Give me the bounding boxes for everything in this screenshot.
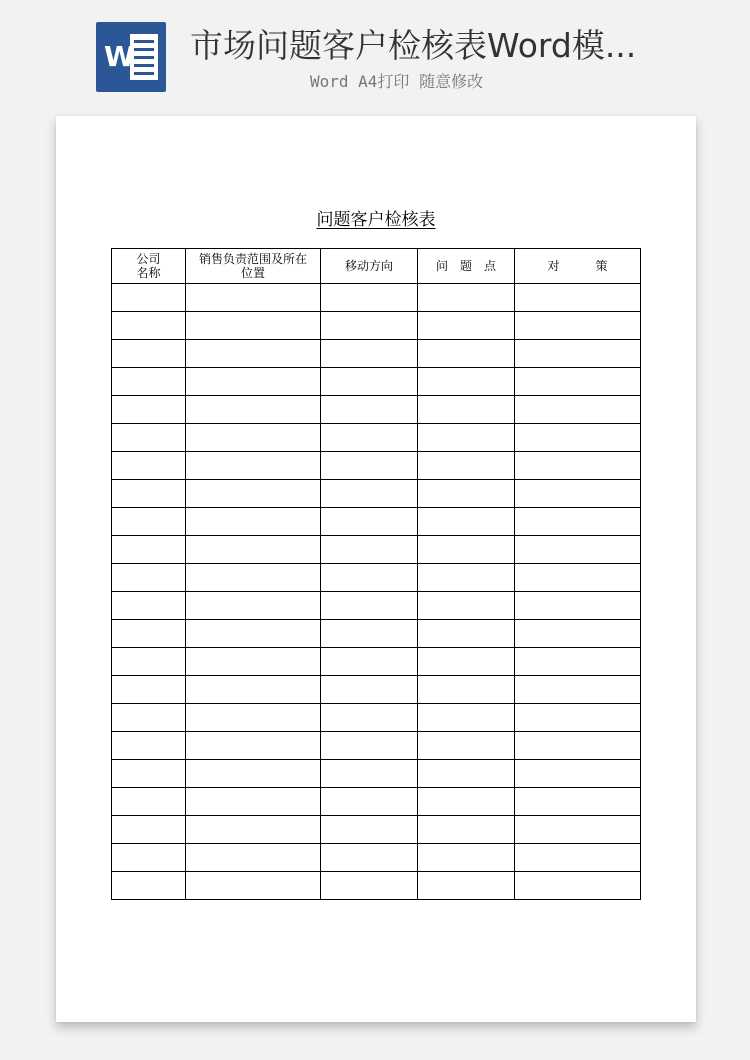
table-cell <box>418 340 515 368</box>
table-cell <box>321 592 418 620</box>
table-cell <box>112 844 186 872</box>
document-title <box>56 208 696 232</box>
table-cell <box>418 704 515 732</box>
table-cell <box>112 564 186 592</box>
table-row <box>112 648 641 676</box>
table-cell <box>186 368 321 396</box>
table-row <box>112 396 641 424</box>
table-cell <box>418 732 515 760</box>
table-row <box>112 788 641 816</box>
table-cell <box>321 396 418 424</box>
column-header: 销售负责范围及所在 位置 <box>186 249 321 284</box>
table-row <box>112 816 641 844</box>
document-page <box>56 116 696 1022</box>
table-cell <box>112 536 186 564</box>
table-cell <box>515 312 641 340</box>
table-cell <box>186 816 321 844</box>
table-cell <box>321 284 418 312</box>
table-cell <box>186 620 321 648</box>
table-cell <box>515 788 641 816</box>
table-cell <box>515 480 641 508</box>
table-row <box>112 312 641 340</box>
table-row <box>112 676 641 704</box>
table-cell <box>186 452 321 480</box>
table-cell <box>112 620 186 648</box>
table-cell <box>515 676 641 704</box>
table-cell <box>321 368 418 396</box>
table-cell <box>418 564 515 592</box>
table-cell <box>186 788 321 816</box>
table-row <box>112 732 641 760</box>
table-cell <box>321 564 418 592</box>
table-cell <box>112 788 186 816</box>
table-cell <box>515 284 641 312</box>
table-cell <box>321 788 418 816</box>
table-cell <box>186 340 321 368</box>
column-header: 公司 名称 <box>112 249 186 284</box>
table-cell <box>515 620 641 648</box>
table-cell <box>186 704 321 732</box>
word-icon-letter: W <box>104 40 135 73</box>
table-cell <box>112 368 186 396</box>
table-cell <box>418 760 515 788</box>
column-header: 问 题 点 <box>418 249 515 284</box>
table-cell <box>418 284 515 312</box>
table-cell <box>112 480 186 508</box>
table-cell <box>418 648 515 676</box>
table-cell <box>515 452 641 480</box>
table-cell <box>418 620 515 648</box>
table-row <box>112 760 641 788</box>
template-subtitle: Word A4打印 随意修改 <box>310 72 484 91</box>
document-title-text: 问题客户检核表 <box>316 210 436 230</box>
column-header: 对 策 <box>515 249 641 284</box>
table-cell <box>515 732 641 760</box>
table-cell <box>321 452 418 480</box>
table-cell <box>186 480 321 508</box>
table-cell <box>515 340 641 368</box>
table-cell <box>112 312 186 340</box>
table-cell <box>186 732 321 760</box>
table-cell <box>112 424 186 452</box>
table-row <box>112 508 641 536</box>
table-row <box>112 480 641 508</box>
table-cell <box>186 508 321 536</box>
table-cell <box>418 508 515 536</box>
table-cell <box>321 844 418 872</box>
table-cell <box>515 424 641 452</box>
table-cell <box>112 816 186 844</box>
table-cell <box>515 844 641 872</box>
table-row <box>112 536 641 564</box>
table-cell <box>321 732 418 760</box>
table-cell <box>186 648 321 676</box>
table-cell <box>112 732 186 760</box>
table-cell <box>186 284 321 312</box>
page-header <box>0 0 750 110</box>
table-cell <box>112 452 186 480</box>
table-cell <box>515 536 641 564</box>
table-cell <box>515 564 641 592</box>
table-cell <box>321 340 418 368</box>
table-row <box>112 844 641 872</box>
table-cell <box>321 760 418 788</box>
table-cell <box>321 872 418 900</box>
table-cell <box>321 704 418 732</box>
table-cell <box>321 424 418 452</box>
table-cell <box>112 648 186 676</box>
table-cell <box>418 592 515 620</box>
table-cell <box>321 816 418 844</box>
table-cell <box>321 508 418 536</box>
table-cell <box>186 592 321 620</box>
column-header: 移动方向 <box>321 249 418 284</box>
table-cell <box>112 760 186 788</box>
table-cell <box>515 872 641 900</box>
table-cell <box>418 480 515 508</box>
table-cell <box>112 704 186 732</box>
table-cell <box>418 396 515 424</box>
word-icon <box>96 22 166 92</box>
table-cell <box>186 676 321 704</box>
table-cell <box>112 592 186 620</box>
table-cell <box>186 844 321 872</box>
table-cell <box>186 424 321 452</box>
table-cell <box>321 312 418 340</box>
table-cell <box>515 508 641 536</box>
table-cell <box>418 368 515 396</box>
table-cell <box>112 872 186 900</box>
table-row <box>112 452 641 480</box>
table-cell <box>112 508 186 536</box>
table-cell <box>515 396 641 424</box>
table-cell <box>418 312 515 340</box>
table-body <box>112 284 641 900</box>
table-cell <box>418 844 515 872</box>
table-cell <box>515 704 641 732</box>
table-cell <box>321 648 418 676</box>
table-row <box>112 592 641 620</box>
table-cell <box>112 284 186 312</box>
table-cell <box>321 620 418 648</box>
table-cell <box>515 760 641 788</box>
table-cell <box>418 816 515 844</box>
table-cell <box>186 564 321 592</box>
table-cell <box>515 368 641 396</box>
table-cell <box>418 424 515 452</box>
table-cell <box>186 312 321 340</box>
table-cell <box>418 536 515 564</box>
table-cell <box>321 536 418 564</box>
table-row <box>112 424 641 452</box>
table-cell <box>186 536 321 564</box>
table-row <box>112 340 641 368</box>
table-cell <box>186 760 321 788</box>
table-cell <box>515 816 641 844</box>
table-cell <box>418 872 515 900</box>
table-cell <box>321 676 418 704</box>
template-title: 市场问题客户检核表Word模... <box>190 26 637 65</box>
table-row <box>112 564 641 592</box>
table-header-row <box>112 249 641 284</box>
table-cell <box>515 592 641 620</box>
table-row <box>112 284 641 312</box>
table-cell <box>112 396 186 424</box>
table-row <box>112 872 641 900</box>
table-cell <box>321 480 418 508</box>
table-cell <box>515 648 641 676</box>
table-cell <box>186 872 321 900</box>
table-cell <box>186 396 321 424</box>
table-row <box>112 368 641 396</box>
check-table <box>111 248 641 900</box>
table-row <box>112 704 641 732</box>
table-cell <box>418 676 515 704</box>
table-cell <box>112 340 186 368</box>
table-row <box>112 620 641 648</box>
table-cell <box>112 676 186 704</box>
table-cell <box>418 788 515 816</box>
table-cell <box>418 452 515 480</box>
